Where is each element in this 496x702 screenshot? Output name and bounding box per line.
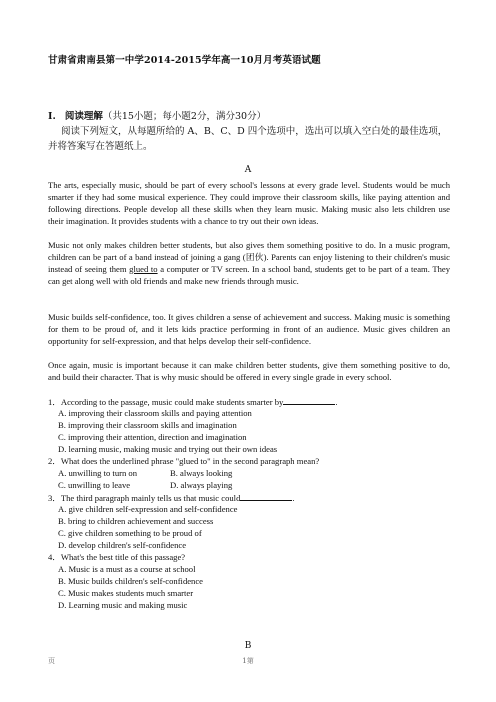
question-3-stem bbox=[48, 492, 295, 505]
page-number: 1第 bbox=[242, 657, 254, 665]
question-2-option-c: C. unwilling to leave bbox=[58, 480, 131, 490]
question-1-option-a: A. improving their classroom skills and paying attention bbox=[58, 408, 252, 418]
footer-left: 页 bbox=[48, 657, 55, 665]
question-3-option-d: D. develop children's self-confidence bbox=[58, 540, 187, 550]
question-3-option-b: B. bring to children achievement and success bbox=[58, 516, 214, 526]
passage-a-paragraph-4: Once again, music is important because it can make children better students, give them something positive to do, and build their character. That is why music should be offered in every single grade in every school. bbox=[48, 360, 450, 382]
question-1-end: . bbox=[335, 397, 338, 407]
question-4-option-b: B. Music builds children's self-confidence bbox=[58, 576, 203, 586]
question-3-text: 3．The third paragraph mainly tells us that music could bbox=[48, 493, 241, 503]
paragraph-2-text-start: Music not only makes children better students, but also gives them something positive to do. In a music program, children can be part of a band instead of joining a gang (团伙). Parents can enjoy listening to their children's music instead of seeing them bbox=[48, 240, 450, 274]
question-2-option-b: B. always looking bbox=[170, 468, 233, 478]
question-2-option-d: D. always playing bbox=[170, 480, 233, 490]
question-1-option-c: C. improving their attention, direction and imagination bbox=[58, 432, 247, 442]
passage-a-paragraph-1: The arts, especially music, should be part of every school's lessons at every grade level. Students would be much smarter if they had some musical experience. They could improve their classroom skills, like paying attention and following directions. People develop all these skills when they learn music. Making music also lets children use their imagination. It provides students with a chance to try out their own ideas. bbox=[48, 180, 450, 226]
answer-blank bbox=[283, 396, 338, 407]
question-2-option-a: A. unwilling to turn on bbox=[58, 468, 138, 478]
instructions: 阅读下列短文，从每题所给的 A、B、C、D 四个选项中，选出可以填入空白处的最佳选项，并将答案写在答题纸上。 bbox=[48, 126, 448, 152]
question-1-option-d: D. learning music, making music and trying out their own ideas bbox=[58, 444, 278, 454]
passage-a-paragraph-2 bbox=[48, 240, 450, 288]
answer-blank bbox=[240, 492, 295, 503]
question-4-option-a: A. Music is a must as a course at school bbox=[58, 564, 196, 574]
passage-a-letter: A bbox=[244, 165, 252, 175]
question-1-text: 1．According to the passage, music could make students smarter by bbox=[48, 397, 284, 407]
passage-a-paragraph-3: Music builds self-confidence, too. It gives children a sense of achievement and success. Making music is something for them to be proud of, and it lets kids practice performing in front of an audience. Music gives children an opportunity for self-expression, and that helps develop their self-confidence. bbox=[48, 312, 450, 346]
section-name: 阅读理解 bbox=[64, 111, 103, 122]
paragraph-2-text-end: a computer or TV screen. In a school band, students get to be part of a team. They can get along well with old friends and make new friends through music. bbox=[48, 263, 451, 286]
question-4-option-d: D. Learning music and making music bbox=[58, 600, 188, 610]
question-4-stem: 4．What's the best title of this passage? bbox=[48, 552, 186, 562]
section-detail: （共15小题；每小题2分，满分30分） bbox=[102, 111, 267, 122]
question-3-option-c: C. give children something to be proud of bbox=[58, 528, 202, 538]
question-3-option-a: A. give children self-expression and self-confidence bbox=[58, 504, 238, 514]
question-2-stem: 2．What does the underlined phrase "glued to" in the second paragraph mean? bbox=[48, 456, 320, 466]
section-heading bbox=[48, 108, 266, 122]
section-number: I. bbox=[48, 111, 56, 122]
page-title: 甘肃省肃南县第一中学2014-2015学年高一10月月考英语试题 bbox=[48, 55, 321, 66]
passage-b-letter: B bbox=[244, 641, 252, 651]
question-1-stem bbox=[48, 396, 337, 409]
question-3-end: . bbox=[292, 493, 295, 503]
underlined-phrase: glued to bbox=[129, 263, 158, 274]
question-1-option-b: B. improving their classroom skills and imagination bbox=[58, 420, 237, 430]
question-4-option-c: C. Music makes students much smarter bbox=[58, 588, 194, 598]
